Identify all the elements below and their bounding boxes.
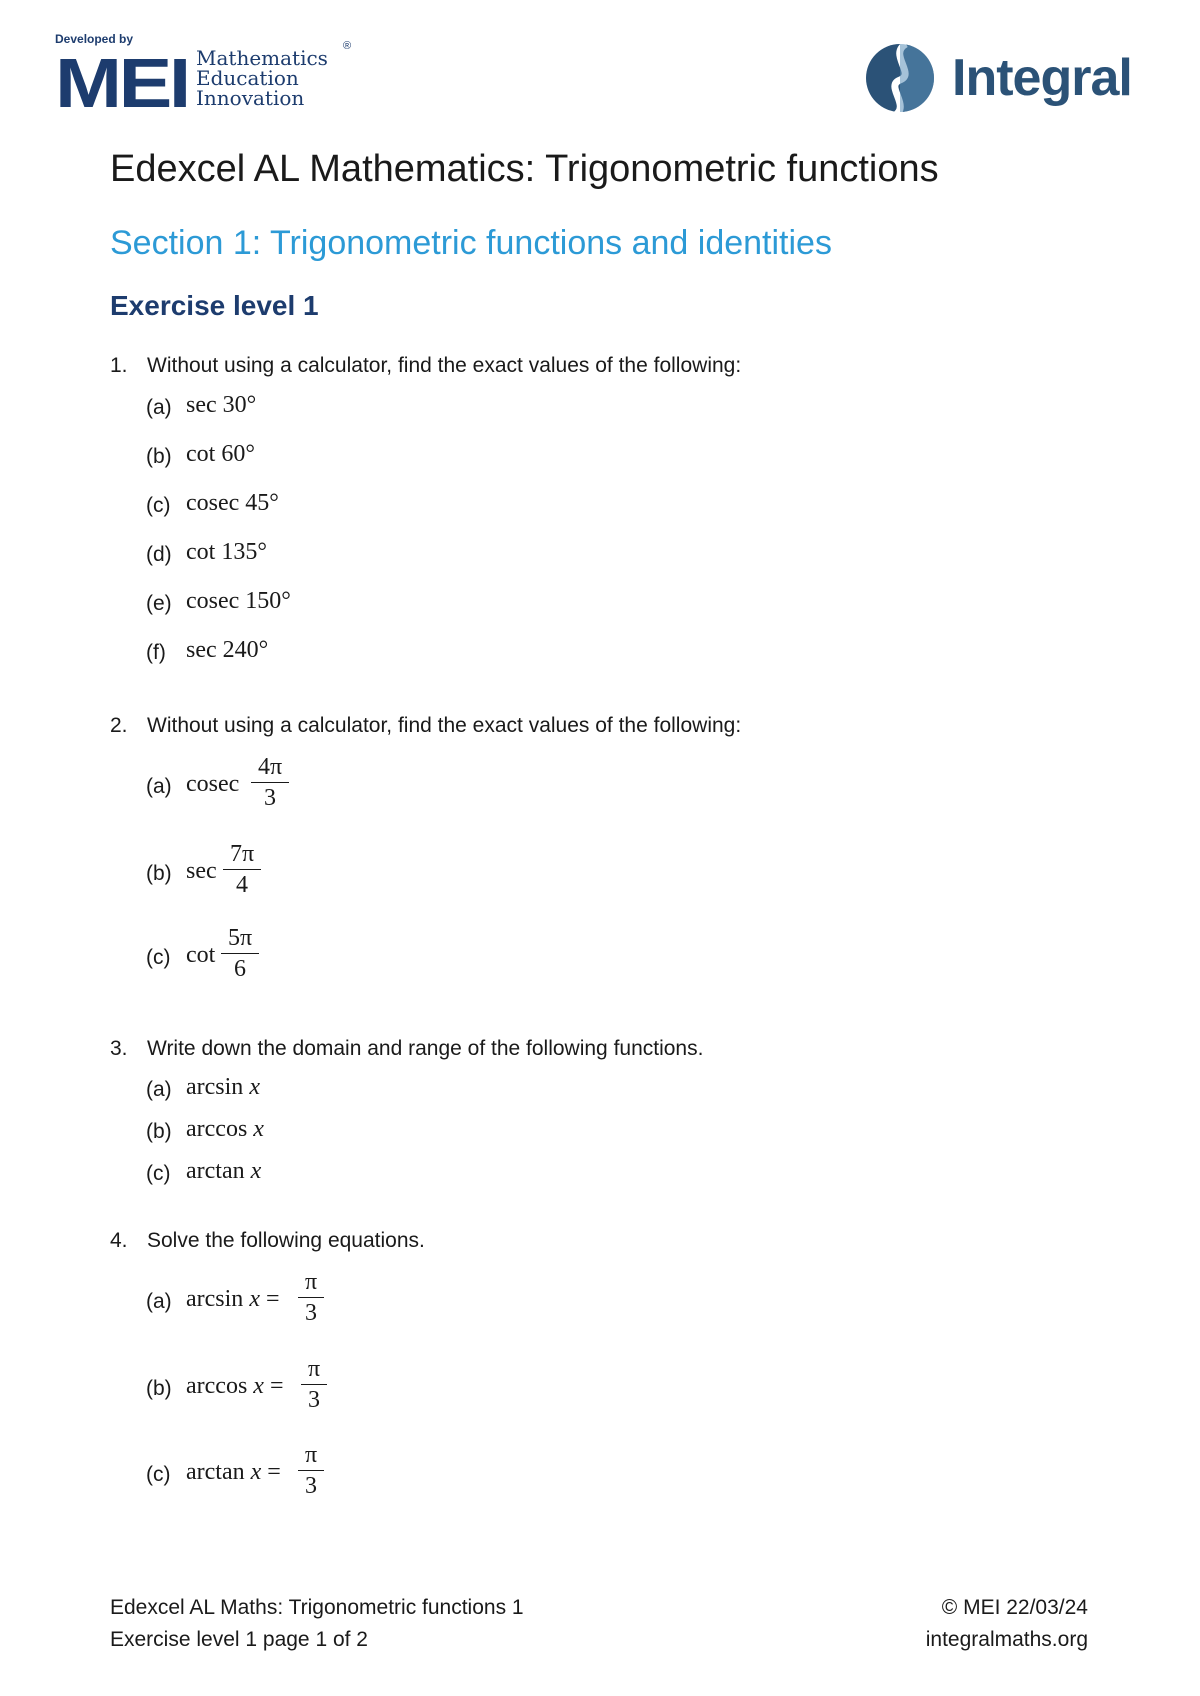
developed-by-label: Developed by xyxy=(55,32,134,46)
fraction-bar xyxy=(298,1470,324,1471)
part-expression: cot 60° xyxy=(186,441,255,467)
equals-sign: = xyxy=(269,1373,284,1399)
mei-mark: MEI xyxy=(55,44,188,122)
part-expression xyxy=(186,1459,281,1486)
integral-wordmark: Integral xyxy=(952,49,1132,107)
integral-swirl-icon xyxy=(862,40,942,120)
question-number: 3. xyxy=(110,1037,128,1060)
part-label: (c) xyxy=(146,946,171,969)
footer-website-link[interactable]: integralmaths.org xyxy=(925,1628,1088,1651)
part-label: (d) xyxy=(146,543,172,566)
part-expression xyxy=(186,1373,284,1400)
part-label: (f) xyxy=(146,641,166,664)
part-function: arccos xyxy=(186,1373,248,1399)
part-function: cosec xyxy=(186,771,240,797)
part-expression: sec 30° xyxy=(186,392,257,418)
document-title: Edexcel AL Mathematics: Trigonometric functions xyxy=(110,148,939,190)
part-label: (e) xyxy=(146,592,172,615)
part-label: (b) xyxy=(146,445,172,468)
registered-mark: ® xyxy=(343,40,352,52)
part-variable: x xyxy=(249,1286,260,1312)
fraction xyxy=(298,1442,324,1499)
part-label: (a) xyxy=(146,396,172,419)
footer-copyright: © MEI 22/03/24 xyxy=(941,1596,1088,1619)
question-text: Without using a calculator, find the exact values of the following: xyxy=(147,714,742,737)
fraction-bar xyxy=(298,1297,324,1298)
mei-word: Innovation xyxy=(196,86,305,110)
part-variable: x xyxy=(249,1074,260,1100)
fraction-numerator: 7π xyxy=(229,841,255,867)
fraction-bar xyxy=(301,1384,327,1385)
part-label: (a) xyxy=(146,1078,172,1101)
fraction-numerator: 5π xyxy=(227,925,253,951)
fraction-denominator: 3 xyxy=(264,785,276,811)
fraction-denominator: 3 xyxy=(305,1300,317,1326)
part-expression xyxy=(186,1286,280,1313)
question-text: Without using a calculator, find the exact values of the following: xyxy=(147,354,742,377)
mei-word: Mathematics xyxy=(196,46,328,70)
integral-logo xyxy=(862,40,1162,120)
equals-sign: = xyxy=(265,1286,280,1312)
part-variable: x xyxy=(250,1158,262,1184)
question-number: 1. xyxy=(110,354,128,377)
question-text: Solve the following equations. xyxy=(147,1229,425,1252)
fraction-numerator: π xyxy=(304,1442,318,1468)
question-number: 2. xyxy=(110,714,128,737)
fraction xyxy=(301,1356,327,1413)
part-label: (b) xyxy=(146,862,172,885)
fraction-numerator: π xyxy=(304,1269,318,1295)
part-function: sec xyxy=(186,858,217,884)
exercise-title: Exercise level 1 xyxy=(110,290,319,321)
part-label: (b) xyxy=(146,1377,172,1400)
fraction-denominator: 4 xyxy=(236,872,248,898)
fraction xyxy=(221,925,259,982)
fraction-bar xyxy=(251,782,289,783)
part-expression xyxy=(186,1074,260,1101)
mei-words xyxy=(196,48,328,108)
part-variable: x xyxy=(250,1459,262,1485)
fraction-denominator: 3 xyxy=(305,1473,317,1499)
part-function: arccos xyxy=(186,1116,248,1142)
part-expression: cosec 150° xyxy=(186,588,291,614)
footer-page-number: Exercise level 1 page 1 of 2 xyxy=(110,1628,368,1651)
part-label: (c) xyxy=(146,494,171,517)
mei-logo xyxy=(55,32,365,122)
part-function: arcsin xyxy=(186,1286,244,1312)
section-title: Section 1: Trigonometric functions and identities xyxy=(110,224,832,262)
fraction xyxy=(298,1269,324,1326)
fraction-denominator: 6 xyxy=(234,956,246,982)
fraction-bar xyxy=(223,869,261,870)
part-expression xyxy=(186,1158,261,1185)
part-variable: x xyxy=(253,1373,264,1399)
part-label: (c) xyxy=(146,1162,171,1185)
mei-word: Education xyxy=(196,66,299,90)
equals-sign: = xyxy=(267,1459,281,1485)
part-function: arcsin xyxy=(186,1074,244,1100)
fraction-bar xyxy=(221,953,259,954)
part-expression: sec 240° xyxy=(186,637,269,663)
part-label: (a) xyxy=(146,1290,172,1313)
part-label: (c) xyxy=(146,1463,171,1486)
part-function: arctan xyxy=(186,1459,245,1485)
fraction-numerator: 4π xyxy=(257,754,283,780)
part-label: (b) xyxy=(146,1120,172,1143)
part-variable: x xyxy=(253,1116,264,1142)
part-function: cot xyxy=(186,942,216,968)
footer-document-name: Edexcel AL Maths: Trigonometric functions 1 xyxy=(110,1596,524,1619)
part-expression: cot 135° xyxy=(186,539,267,565)
part-label: (a) xyxy=(146,775,172,798)
fraction xyxy=(251,754,289,811)
fraction-denominator: 3 xyxy=(308,1387,320,1413)
fraction-numerator: π xyxy=(307,1356,321,1382)
part-expression: cosec 45° xyxy=(186,490,279,516)
question-text: Write down the domain and range of the following functions. xyxy=(147,1037,704,1060)
fraction xyxy=(223,841,261,898)
part-function: arctan xyxy=(186,1158,245,1184)
question-number: 4. xyxy=(110,1229,128,1252)
part-expression xyxy=(186,1116,264,1143)
